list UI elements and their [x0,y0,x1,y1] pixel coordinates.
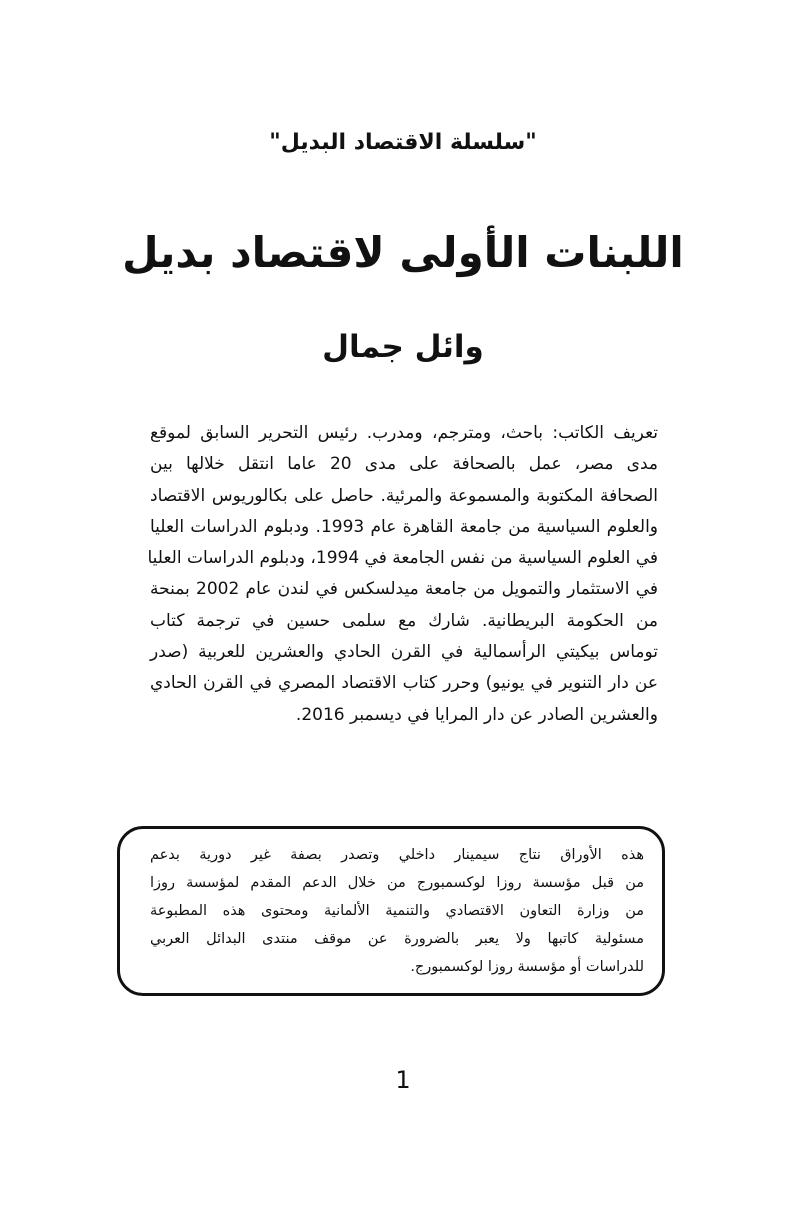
bio-line: عن دار التنوير في يونيو) وحرر كتاب الاقتصاد المصري في القرن الحادي [150,673,658,694]
bio-line: تعريف الكاتب: باحث، ومترجم، ومدرب. رئيس التحرير السابق لموقع [150,423,658,443]
page-number: 1 [395,1066,411,1094]
bio-line: والعلوم السياسية من جامعة القاهرة عام 1993. ودبلوم الدراسات العليا [150,516,658,537]
disclaimer-line: هذه الأوراق نتاج سيمينار داخلي وتصدر بصفة غير دورية بدعم [150,847,644,863]
disclaimer-box [117,826,665,996]
author-bio [147,418,659,731]
bio-line: من الحكومة البريطانية. شارك مع سلمى حسين في ترجمة كتاب [150,610,658,631]
bio-line: في العلوم السياسية من نفس الجامعة في 1994، ودبلوم الدراسات العليا [147,548,658,569]
author-name: وائل جمال [322,329,484,365]
disclaimer-line: مسئولية كاتبها ولا يعبر بالضرورة عن موقف منتدى البدائل العربي [150,931,644,947]
bio-line: والعشرين الصادر عن دار المرايا في ديسمبر 2016. [295,704,658,725]
disclaimer-line: من قبل مؤسسة روزا لوكسمبورج من خلال الدعم المقدم لمؤسسة روزا [150,875,644,891]
book-title: اللبنات الأولى لاقتصاد بديل [122,228,684,277]
bio-line: توماس بيكيتي الرأسمالية في القرن الحادي والعشرين للعربية (صدر [150,642,658,663]
bio-line: في الاستثمار والتمويل من جامعة ميدلسكس في لندن عام 2002 بمنحة [150,579,658,600]
disclaimer-line: للدراسات أو مؤسسة روزا لوكسمبورج. [410,959,644,975]
series-title: "سلسلة الاقتصاد البديل" [269,130,537,155]
bio-line: الصحافة المكتوبة والمسموعة والمرئية. حاصل على بكالوريوس الاقتصاد [150,485,658,506]
disclaimer-line: من وزارة التعاون الاقتصادي والتنمية الألمانية ومحتوى هذه المطبوعة [150,903,644,919]
bio-line: مدى مصر، عمل بالصحافة على مدى 20 عاما انتقل خلالها بين [150,454,659,475]
disclaimer-text [150,841,644,981]
